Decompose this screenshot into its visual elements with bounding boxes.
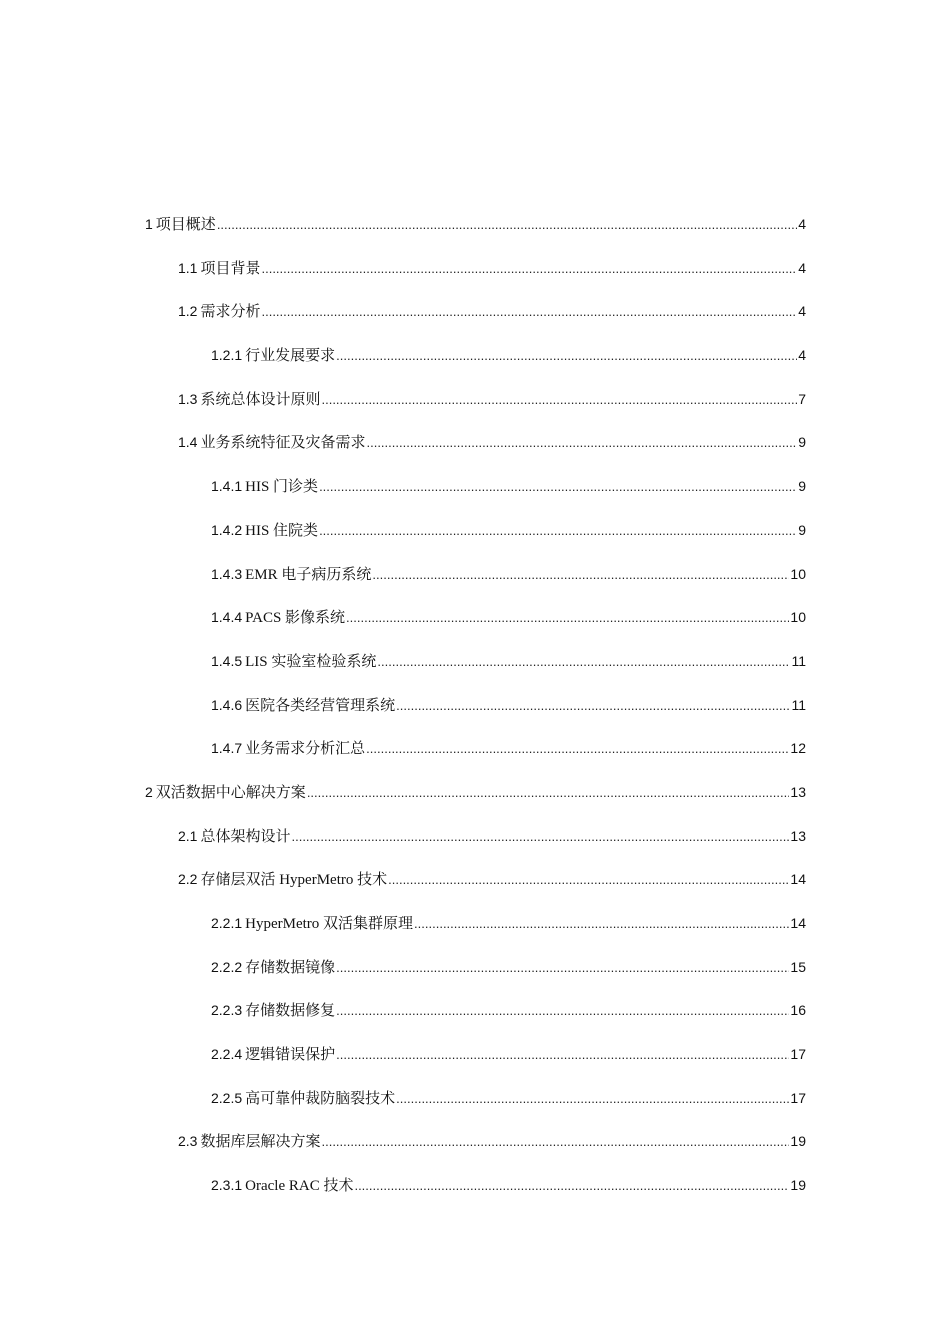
toc-entry-title: 双活数据中心解决方案	[155, 784, 306, 801]
toc-page-number: 4	[798, 216, 806, 232]
toc-entry-number: 2.2.1	[211, 915, 243, 931]
toc-entry-title: 系统总体设计原则	[200, 391, 321, 408]
toc-entry-title: 存储数据修复	[245, 1003, 336, 1020]
toc-page-number: 10	[790, 565, 806, 582]
toc-dot-leader	[336, 954, 789, 982]
toc-entry[interactable]	[0, 472, 950, 516]
toc-dot-leader	[336, 342, 797, 370]
toc-dot-leader	[366, 429, 797, 457]
toc-page-number: 19	[790, 1177, 806, 1194]
toc-dot-leader	[414, 910, 789, 938]
toc-page-number: 19	[790, 1133, 806, 1150]
toc-entry-number: 1	[145, 216, 153, 232]
toc-entry[interactable]	[0, 385, 950, 429]
toc-entry[interactable]	[0, 953, 950, 997]
toc-entry-title: 项目概述	[155, 217, 216, 233]
toc-entry-title: 行业发展要求	[245, 348, 336, 365]
toc-entry-number: 2.3.1	[211, 1177, 243, 1194]
toc-entry-title: 存储层双活 HyperMetro 技术	[200, 872, 388, 889]
toc-entry-title: LIS 实验室检验系统	[245, 653, 377, 670]
toc-page-number: 12	[790, 740, 806, 757]
toc-page-number: 10	[790, 609, 806, 626]
toc-dot-leader	[336, 997, 789, 1025]
toc-dot-leader	[377, 648, 790, 676]
toc-entry-title: 高可靠仲裁防脑裂技术	[245, 1090, 396, 1107]
toc-entry-title: PACS 影像系统	[245, 610, 346, 627]
toc-entry-number: 2.2.3	[211, 1002, 243, 1019]
toc-page-number: 14	[790, 871, 806, 888]
toc-page-number: 9	[798, 434, 806, 451]
toc-entry[interactable]	[0, 603, 950, 647]
toc-entry[interactable]	[0, 778, 950, 822]
toc-page-number: 4	[798, 303, 806, 320]
toc-entry-number: 2.2	[178, 871, 198, 888]
toc-page-number: 16	[790, 1002, 806, 1019]
toc-dot-leader	[366, 735, 789, 763]
toc-entry-title: Oracle RAC 技术	[245, 1178, 354, 1195]
toc-entry-title: HIS 住院类	[245, 522, 319, 539]
toc-page-number: 4	[798, 347, 806, 364]
toc-entry-number: 1.4.4	[211, 609, 243, 626]
table-of-contents	[0, 210, 950, 1215]
toc-dot-leader	[319, 473, 797, 501]
toc-entry[interactable]	[0, 210, 950, 254]
toc-entry[interactable]	[0, 996, 950, 1040]
toc-dot-leader	[354, 1172, 789, 1200]
toc-page-number: 7	[798, 390, 806, 407]
toc-entry[interactable]	[0, 734, 950, 778]
toc-entry-title: HIS 门诊类	[245, 479, 319, 496]
toc-dot-leader	[321, 1128, 789, 1156]
toc-dot-leader	[217, 211, 797, 239]
toc-page-number: 13	[790, 783, 806, 800]
toc-dot-leader	[396, 692, 790, 720]
toc-page-number: 9	[798, 478, 806, 495]
toc-dot-leader	[307, 779, 790, 807]
toc-entry[interactable]	[0, 1171, 950, 1215]
toc-entry[interactable]	[0, 254, 950, 298]
toc-entry-number: 1.4.5	[211, 652, 243, 669]
toc-dot-leader	[321, 386, 797, 414]
toc-entry-title: 医院各类经营管理系统	[245, 697, 396, 714]
toc-entry[interactable]	[0, 1040, 950, 1084]
toc-entry[interactable]	[0, 297, 950, 341]
toc-entry[interactable]	[0, 1084, 950, 1128]
toc-entry[interactable]	[0, 560, 950, 604]
toc-dot-leader	[336, 1041, 789, 1069]
toc-entry-title: 项目背景	[200, 260, 261, 277]
toc-entry-title: 需求分析	[200, 304, 261, 321]
toc-entry-number: 2.2.2	[211, 958, 243, 975]
toc-page-number: 17	[790, 1089, 806, 1106]
toc-entry-title: 逻辑错误保护	[245, 1047, 336, 1064]
toc-entry[interactable]	[0, 691, 950, 735]
toc-dot-leader	[372, 561, 789, 589]
toc-entry[interactable]	[0, 341, 950, 385]
toc-page-number: 13	[790, 827, 806, 844]
toc-entry[interactable]	[0, 865, 950, 909]
toc-entry-number: 1.2	[178, 303, 198, 320]
toc-entry-number: 2.2.4	[211, 1046, 243, 1063]
toc-entry-number: 1.3	[178, 390, 198, 407]
toc-entry-number: 1.4.7	[211, 740, 243, 757]
toc-entry[interactable]	[0, 428, 950, 472]
toc-entry-number: 2.2.5	[211, 1089, 243, 1106]
toc-entry[interactable]	[0, 822, 950, 866]
toc-entry-number: 1.1	[178, 259, 198, 276]
toc-page-number: 4	[798, 259, 806, 276]
toc-entry-title: HyperMetro 双活集群原理	[245, 916, 414, 932]
toc-page-number: 11	[791, 696, 806, 713]
toc-entry-number: 1.4.3	[211, 565, 243, 582]
toc-entry-title: 总体架构设计	[200, 828, 291, 845]
toc-entry-title: 业务需求分析汇总	[245, 741, 366, 758]
toc-entry-title: 业务系统特征及灾备需求	[200, 435, 366, 452]
toc-entry-number: 2.3	[178, 1133, 198, 1150]
toc-page-number: 11	[791, 652, 806, 669]
toc-entry[interactable]	[0, 647, 950, 691]
toc-entry-number: 1.4	[178, 434, 198, 451]
toc-entry[interactable]	[0, 516, 950, 560]
toc-dot-leader	[319, 517, 797, 545]
toc-dot-leader	[346, 604, 789, 632]
toc-dot-leader	[261, 298, 797, 326]
toc-dot-leader	[261, 255, 797, 283]
toc-entry-number: 1.4.1	[211, 478, 243, 495]
toc-entry-number: 1.2.1	[211, 347, 243, 364]
toc-entry-number: 1.4.2	[211, 521, 243, 538]
toc-page-number: 17	[790, 1046, 806, 1063]
toc-dot-leader	[291, 823, 789, 851]
toc-page-number: 14	[790, 915, 806, 931]
toc-page-number: 15	[790, 958, 806, 975]
toc-entry-title: 数据库层解决方案	[200, 1134, 321, 1151]
toc-entry-title: EMR 电子病历系统	[245, 566, 372, 583]
toc-dot-leader	[396, 1085, 789, 1113]
toc-page-number: 9	[798, 521, 806, 538]
toc-dot-leader	[388, 866, 789, 894]
toc-entry-number: 2.1	[178, 827, 198, 844]
toc-entry-title: 存储数据镜像	[245, 959, 336, 976]
toc-entry[interactable]	[0, 1127, 950, 1171]
toc-entry[interactable]	[0, 909, 950, 953]
toc-entry-number: 1.4.6	[211, 696, 243, 713]
toc-entry-number: 2	[145, 783, 153, 800]
